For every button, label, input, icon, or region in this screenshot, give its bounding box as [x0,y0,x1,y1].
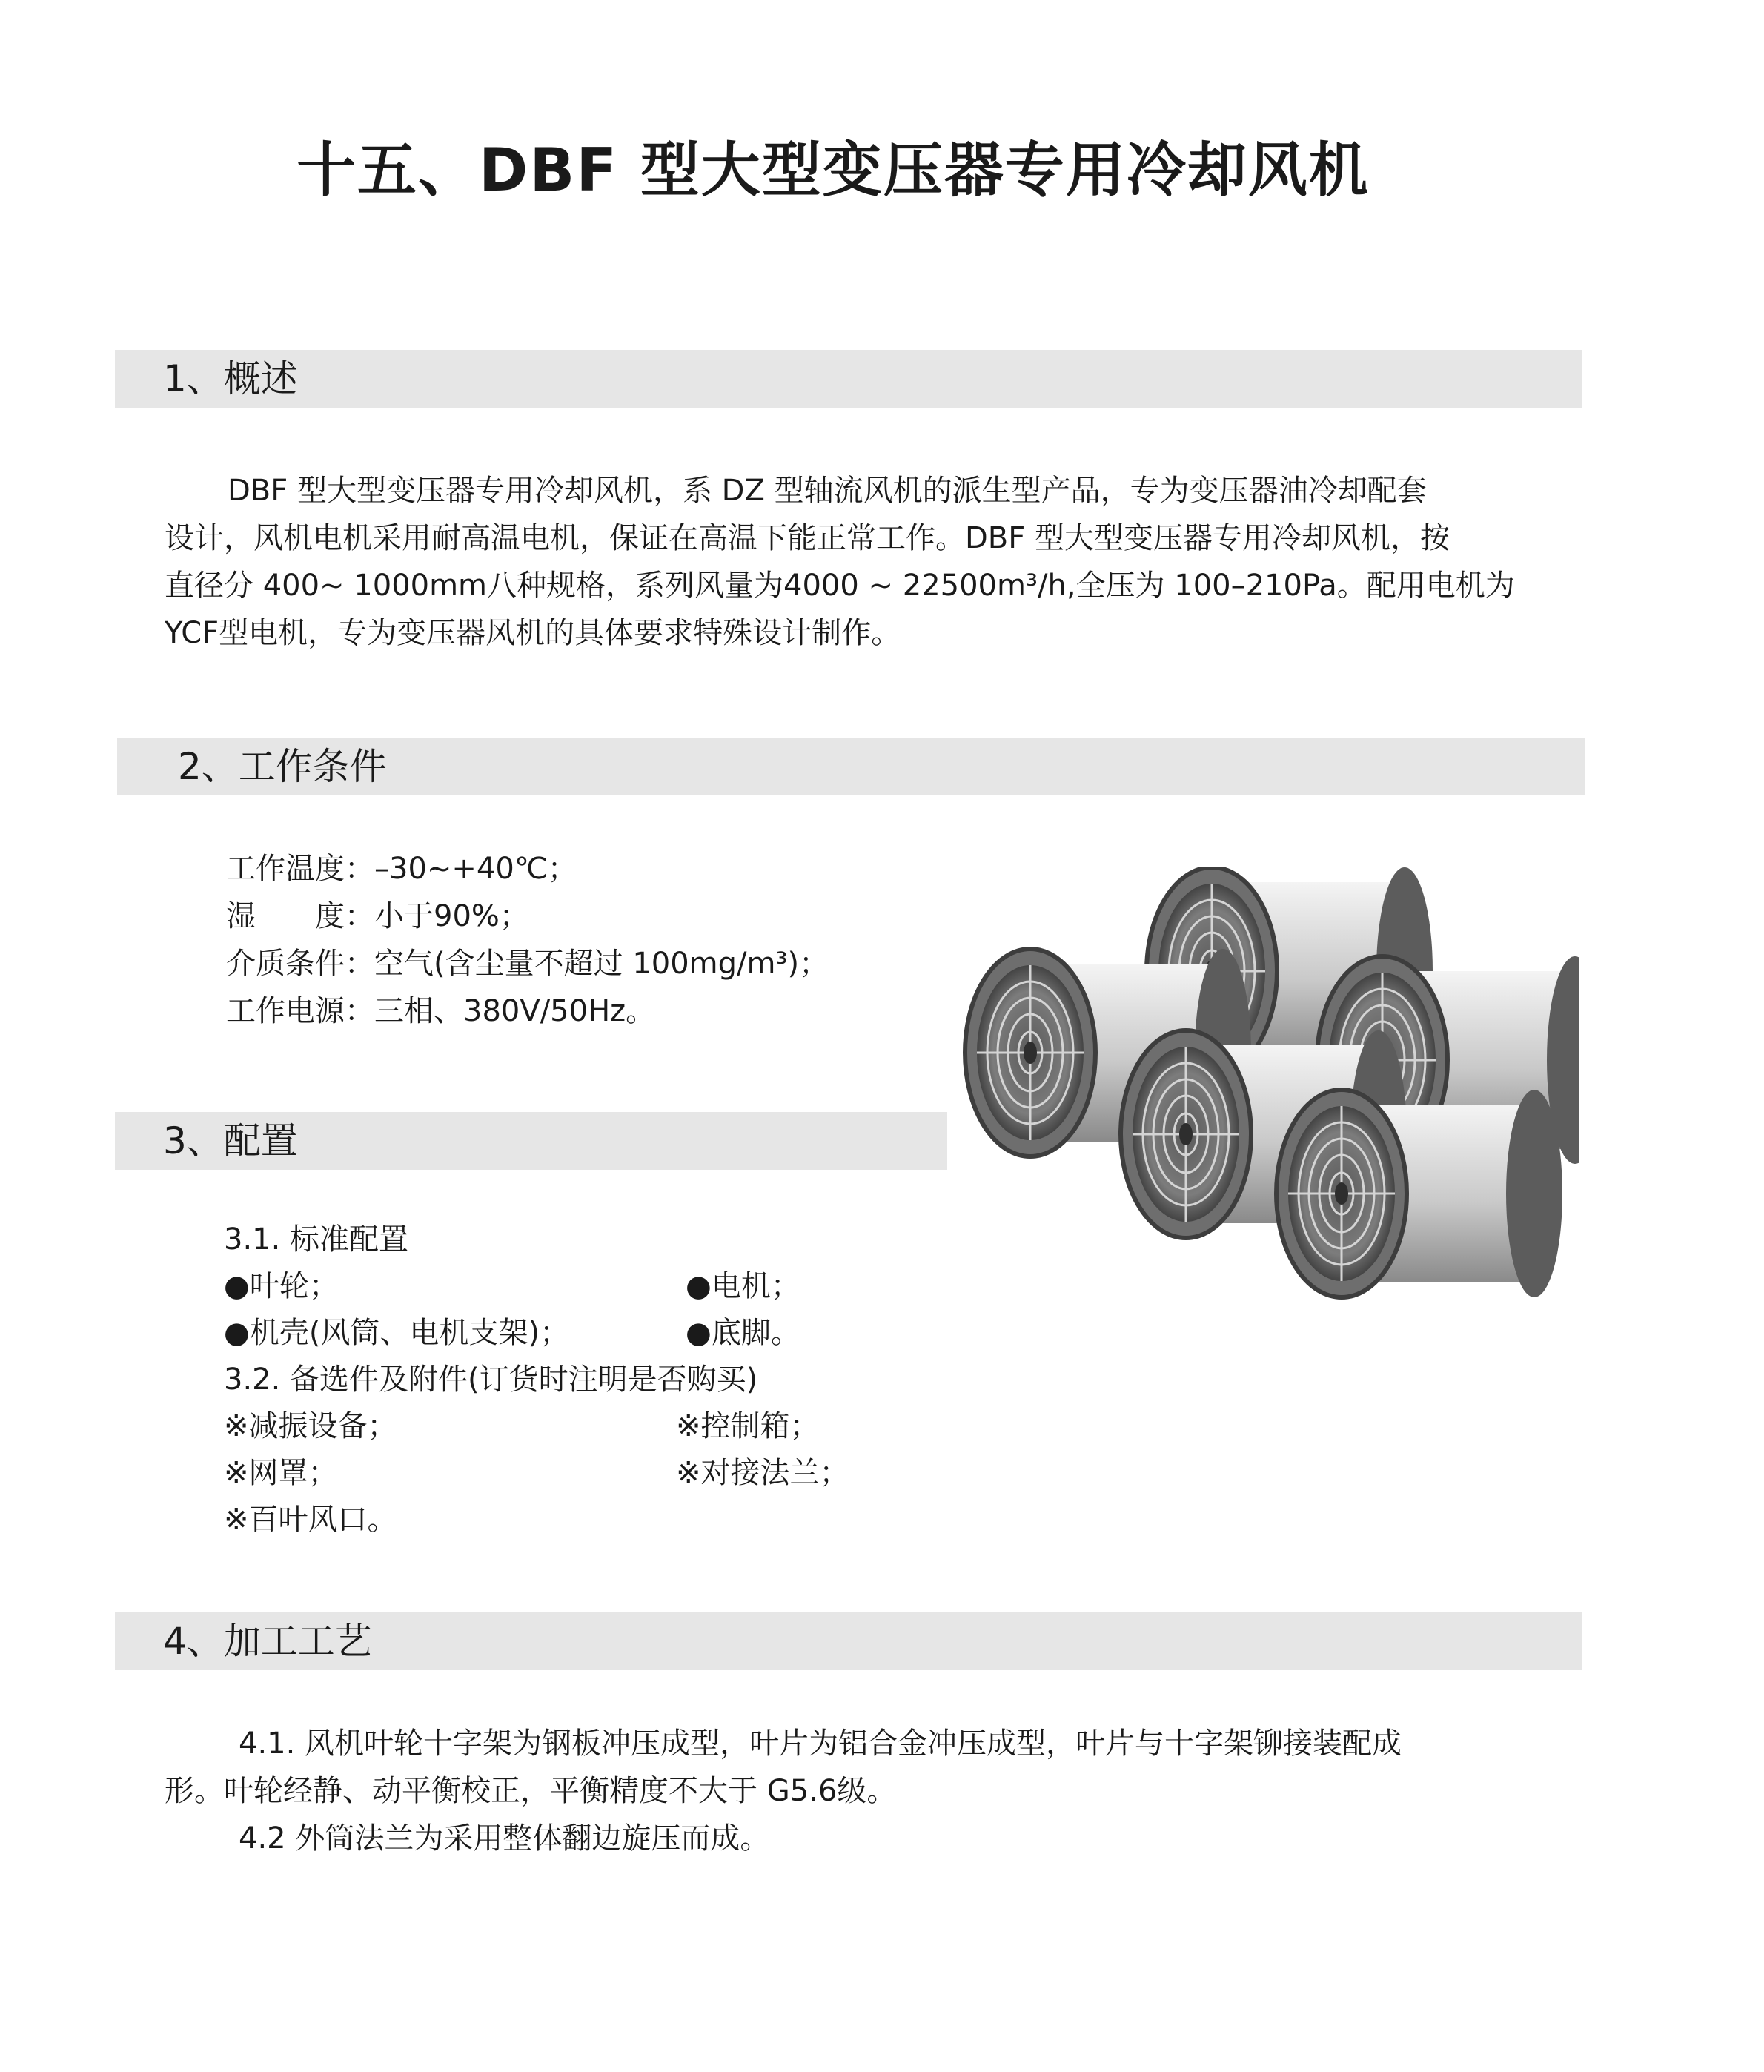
overview-line: 直径分 400~ 1000mm八种规格，系列风量为4000 ~ 22500m³/h,全压为 100–210Pa。配用电机为 [165,569,1515,603]
optional-item: ※网罩； [224,1456,338,1490]
standard-config-title: 3.1. 标准配置 [224,1222,409,1257]
section-heading-process [115,1612,1582,1670]
standard-item: ●机壳(风筒、电机支架)； [224,1316,570,1350]
cooling-fans-image [941,867,1579,1305]
overview-line: YCF型电机，专为变压器风机的具体要求特殊设计制作。 [165,616,901,650]
process-line: 形。叶轮经静、动平衡校正，平衡精度不大于 G5.6级。 [165,1774,897,1808]
section-heading-text: 3、配置 [163,1119,298,1162]
condition-item: 湿 度：小于90%； [226,899,529,933]
condition-item: 介质条件：空气(含尘量不超过 100mg/m³)； [226,947,829,981]
condition-item: 工作电源：三相、380V/50Hz。 [226,994,656,1028]
overview-paragraph [165,467,1515,657]
section-heading-config [115,1112,947,1170]
section-heading-text: 2、工作条件 [178,745,387,788]
optional-item: ※控制箱； [676,1409,820,1443]
section-heading-text: 1、概述 [163,357,298,400]
optional-config-title: 3.2. 备选件及附件(订货时注明是否购买) [224,1363,758,1397]
conditions-list [226,845,829,1035]
section-heading-conditions [117,738,1585,795]
overview-line: DBF 型大型变压器专用冷却风机，系 DZ 型轴流风机的派生型产品，专为变压器油冷却配套 [228,474,1427,508]
standard-item: ●电机； [686,1269,800,1303]
optional-item: ※百叶风口。 [224,1503,397,1537]
overview-line: 设计，风机电机采用耐高温电机，保证在高温下能正常工作。DBF 型大型变压器专用冷却风机，按 [165,521,1450,555]
process-line: 4.1. 风机叶轮十字架为钢板冲压成型，叶片为铝合金冲压成型，叶片与十字架铆接装配成 [239,1727,1402,1761]
optional-item: ※对接法兰； [676,1456,849,1490]
standard-item: ●叶轮； [224,1269,339,1303]
section-heading-overview [115,350,1582,408]
condition-item: 工作温度：–30~+40℃； [226,852,577,886]
optional-item: ※减振设备； [224,1409,397,1443]
fan-unit [1276,1090,1562,1297]
process-paragraph [165,1720,1402,1862]
process-line: 4.2 外筒法兰为采用整体翻边旋压而成。 [239,1821,770,1856]
section-heading-text: 4、加工工艺 [163,1620,372,1663]
page-title: 十五、DBF 型大型变压器专用冷却风机 [296,136,1370,205]
standard-item: ●底脚。 [686,1316,800,1350]
